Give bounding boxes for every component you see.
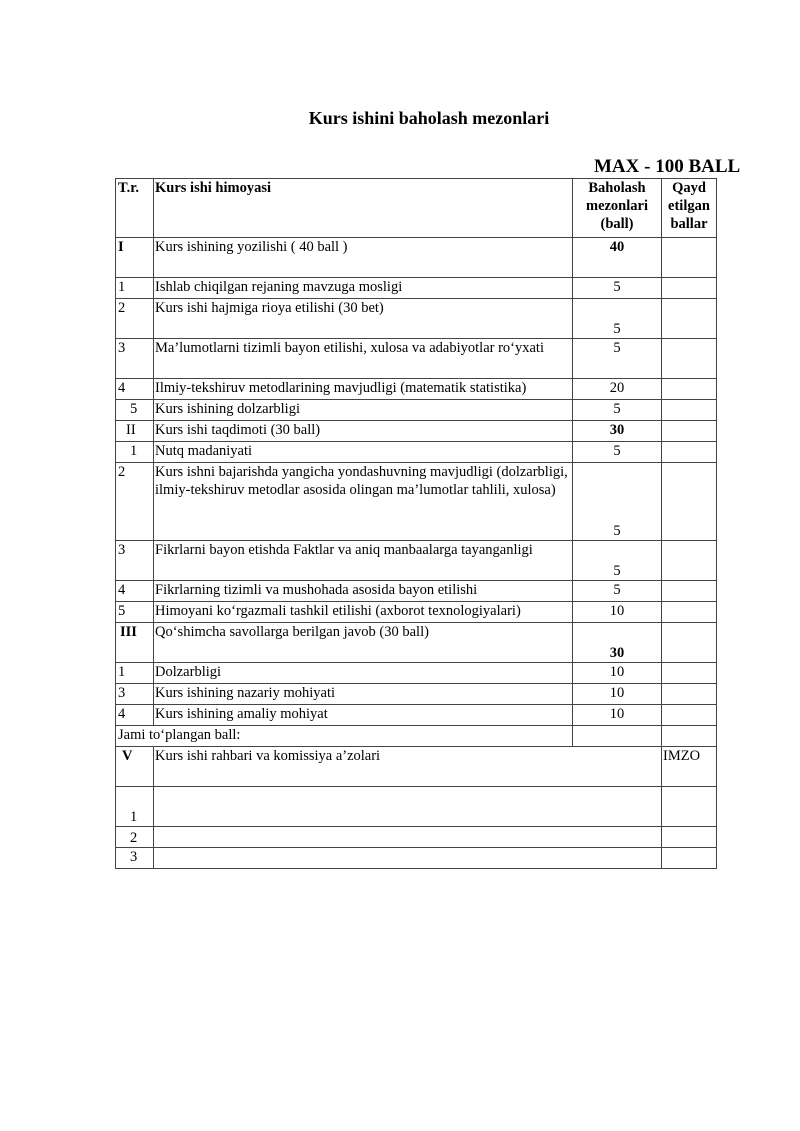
score-cell [662, 581, 717, 602]
score-cell [662, 463, 717, 541]
signature-label: IMZO [662, 747, 717, 787]
row-number: 5 [116, 400, 154, 421]
row-number: 3 [116, 684, 154, 705]
section-points: 30 [573, 623, 662, 663]
criterion-points: 5 [573, 299, 662, 339]
table-row [116, 705, 717, 726]
row-number: 3 [116, 848, 154, 869]
criterion-text: Nutq madaniyati [154, 442, 573, 463]
header-mezon-line3: (ball) [600, 216, 634, 232]
criterion-points: 5 [573, 463, 662, 541]
criterion-text: Kurs ishining amaliy mohiyat [154, 705, 573, 726]
criterion-points: 10 [573, 705, 662, 726]
table-header-row [116, 179, 717, 238]
score-cell [662, 684, 717, 705]
table-row [116, 684, 717, 705]
table-row [116, 379, 717, 400]
score-cell [662, 602, 717, 623]
criterion-text: Kurs ishni bajarishda yangicha yondashuvning mavjudligi (dolzarbligi, ilmiy-tekshiruv metodlar asosida olingan ma’lumotlar tahlili, xulosa) [154, 463, 573, 541]
row-number: 2 [116, 299, 154, 339]
section-row [116, 238, 717, 278]
section-row [116, 623, 717, 663]
header-mezon [573, 179, 662, 238]
header-tr: T.r. [116, 179, 154, 238]
criterion-points: 5 [573, 278, 662, 299]
table-row [116, 463, 717, 541]
document-title: Kurs ishini baholash mezonlari [308, 108, 550, 128]
table-row [116, 541, 717, 581]
table-row [116, 442, 717, 463]
section-title: Kurs ishining yozilishi ( 40 ball ) [154, 238, 573, 278]
member-name-cell [154, 827, 662, 848]
header-mezon-line2: mezonlari [585, 198, 648, 214]
criterion-points: 20 [573, 379, 662, 400]
criterion-points: 5 [573, 442, 662, 463]
section-number: I [116, 238, 154, 278]
criterion-text: Ishlab chiqilgan rejaning mavzuga mosligi [154, 278, 573, 299]
criterion-points: 10 [573, 684, 662, 705]
score-cell [662, 379, 717, 400]
row-number: 1 [116, 278, 154, 299]
header-qayd-line2: etilgan [668, 198, 710, 214]
criterion-text: Ma’lumotlarni tizimli bayon etilishi, xulosa va adabiyotlar ro‘yxati [154, 339, 573, 379]
header-qayd [662, 179, 717, 238]
signature-row [116, 787, 717, 827]
signature-cell [662, 848, 717, 869]
row-number: 3 [116, 541, 154, 581]
signature-row [116, 848, 717, 869]
section-points: 40 [573, 238, 662, 278]
score-cell [662, 663, 717, 684]
row-number: 4 [116, 581, 154, 602]
criteria-table [115, 178, 717, 869]
total-row [116, 726, 717, 747]
criterion-points: 5 [573, 339, 662, 379]
total-label: Jami to‘plangan ball: [116, 726, 573, 747]
row-number: 4 [116, 379, 154, 400]
section-number: V [116, 747, 154, 787]
criterion-text: Ilmiy-tekshiruv metodlarining mavjudligi (matematik statistika) [154, 379, 573, 400]
score-cell [662, 339, 717, 379]
signature-row [116, 827, 717, 848]
criterion-text: Kurs ishi hajmiga rioya etilishi (30 bet) [154, 299, 573, 339]
score-cell [662, 541, 717, 581]
criterion-points: 5 [573, 541, 662, 581]
header-qayd-line3: ballar [670, 216, 708, 232]
section-points: 30 [573, 421, 662, 442]
total-score-cell [662, 726, 717, 747]
score-cell [662, 299, 717, 339]
criterion-text: Fikrlarning tizimli va mushohada asosida bayon etilishi [154, 581, 573, 602]
table-row [116, 278, 717, 299]
signature-cell [662, 787, 717, 827]
row-number: 4 [116, 705, 154, 726]
criterion-points: 10 [573, 663, 662, 684]
row-number: 1 [116, 442, 154, 463]
row-number: 1 [116, 663, 154, 684]
row-number: 1 [116, 787, 154, 827]
member-name-cell [154, 848, 662, 869]
criterion-text: Fikrlarni bayon etishda Faktlar va aniq manbaalarga tayanganligi [154, 541, 573, 581]
row-number: 5 [116, 602, 154, 623]
section-row [116, 747, 717, 787]
row-number: 3 [116, 339, 154, 379]
score-cell [662, 705, 717, 726]
table-row [116, 299, 717, 339]
signature-cell [662, 827, 717, 848]
score-cell [662, 278, 717, 299]
score-cell [662, 421, 717, 442]
criterion-points: 5 [573, 581, 662, 602]
criterion-text: Himoyani ko‘rgazmali tashkil etilishi (axborot texnologiyalari) [154, 602, 573, 623]
section-row [116, 421, 717, 442]
criterion-text: Dolzarbligi [154, 663, 573, 684]
score-cell [662, 400, 717, 421]
member-name-cell [154, 787, 662, 827]
criterion-points: 5 [573, 400, 662, 421]
header-qayd-line1: Qayd [672, 180, 706, 196]
header-himoya: Kurs ishi himoyasi [154, 179, 573, 238]
row-number: 2 [116, 463, 154, 541]
max-score-label: MAX - 100 BALL [594, 156, 741, 177]
criterion-text: Kurs ishining dolzarbligi [154, 400, 573, 421]
criterion-text: Kurs ishining nazariy mohiyati [154, 684, 573, 705]
section-title: Kurs ishi taqdimoti (30 ball) [154, 421, 573, 442]
criterion-points: 10 [573, 602, 662, 623]
score-cell [662, 623, 717, 663]
section-number: III [116, 623, 154, 663]
score-cell [662, 238, 717, 278]
table-row [116, 663, 717, 684]
header-mezon-line1: Baholash [588, 180, 646, 196]
table-row [116, 602, 717, 623]
total-points-cell [573, 726, 662, 747]
section-number: II [116, 421, 154, 442]
score-cell [662, 442, 717, 463]
table-row [116, 400, 717, 421]
section-title: Kurs ishi rahbari va komissiya a’zolari [154, 747, 662, 787]
table-row [116, 339, 717, 379]
section-title: Qo‘shimcha savollarga berilgan javob (30 ball) [154, 623, 573, 663]
table-row [116, 581, 717, 602]
row-number: 2 [116, 827, 154, 848]
